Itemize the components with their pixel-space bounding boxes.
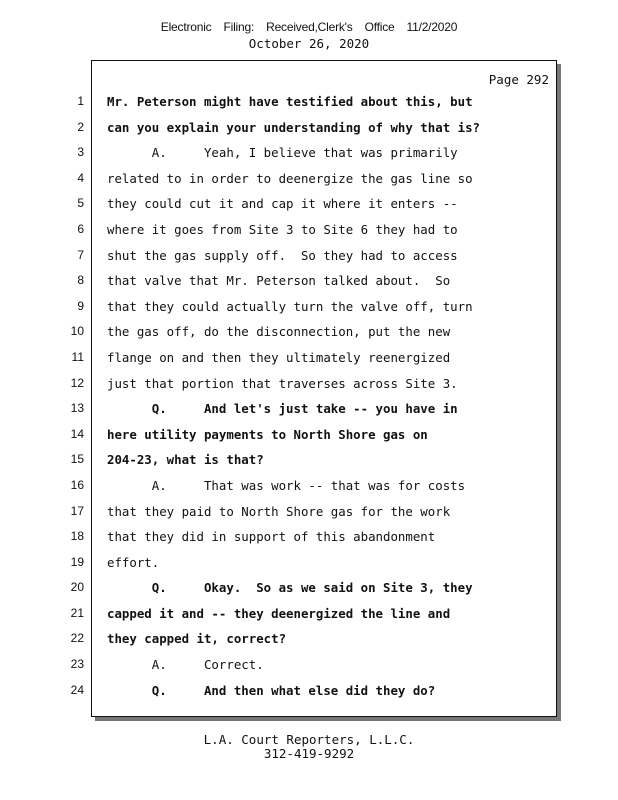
line-number: 17 (70, 503, 84, 518)
line-number: 13 (70, 401, 84, 416)
transcript-line: Q. And then what else did they do? (107, 682, 436, 698)
filing-word-3: Received,Clerk's (266, 20, 353, 34)
line-number: 3 (77, 145, 84, 160)
line-number: 19 (70, 554, 84, 569)
line-number: 4 (77, 170, 84, 185)
transcript-page (91, 60, 557, 717)
line-number: 10 (70, 324, 84, 339)
transcript-line: A. Yeah, I believe that was primarily (107, 145, 458, 161)
transcript-line: A. That was work -- that was for costs (107, 477, 466, 493)
page-number: Page 292 (488, 72, 549, 87)
line-number: 6 (77, 221, 84, 236)
line-number: 23 (70, 657, 84, 672)
line-number: 2 (77, 119, 84, 134)
filing-word-4: Office (364, 20, 395, 34)
transcript-date: October 26, 2020 (248, 36, 370, 51)
line-number: 20 (70, 580, 84, 595)
transcript-line: Q. And let's just take -- you have in (107, 401, 458, 417)
filing-word-5: 11/2/2020 (406, 20, 458, 34)
transcript-line: capped it and -- they deenergized the line and (107, 605, 451, 621)
line-number: 22 (70, 631, 84, 646)
line-number: 8 (77, 273, 84, 288)
line-number: 16 (70, 477, 84, 492)
line-number: 11 (71, 349, 84, 364)
transcript-line: that they did in support of this abandonment (107, 529, 436, 545)
footer (0, 733, 618, 761)
line-numbers (60, 89, 84, 703)
transcript-line: shut the gas supply off. So they had to access (107, 247, 458, 263)
line-number: 1 (77, 94, 84, 108)
transcript-line: they capped it, correct? (107, 631, 287, 647)
transcript-line: A. Correct. (107, 657, 264, 673)
transcript-line: that they could actually turn the valve off, turn (107, 298, 473, 314)
transcript-line: here utility payments to North Shore gas on (107, 426, 428, 442)
transcript-line: flange on and then they ultimately reenergized (107, 349, 451, 365)
transcript-line: where it goes from Site 3 to Site 6 they had to (107, 221, 458, 237)
filing-stamp (0, 20, 618, 34)
reporter-company: L.A. Court Reporters, L.L.C. (203, 732, 415, 747)
transcript-line: effort. (107, 554, 160, 570)
transcript-line: related to in order to deenergize the gas line so (107, 170, 473, 186)
transcript-line: can you explain your understanding of why that is? (107, 119, 480, 135)
transcript-line: they could cut it and cap it where it enters -- (107, 196, 458, 212)
transcript-line: that valve that Mr. Peterson talked about. So (107, 273, 451, 289)
line-number: 14 (70, 426, 84, 441)
reporter-phone: 312-419-9292 (263, 746, 355, 761)
transcript-line: that they paid to North Shore gas for the work (107, 503, 451, 519)
line-number: 15 (70, 452, 84, 467)
transcript-line: 204-23, what is that? (107, 452, 264, 468)
transcript-line: just that portion that traverses across Site 3. (107, 375, 458, 391)
transcript-lines (107, 89, 480, 703)
line-number: 9 (77, 298, 84, 313)
line-number: 7 (77, 247, 84, 262)
transcript-line: Q. Okay. So as we said on Site 3, they (107, 580, 473, 596)
filing-word-2: Filing: (223, 20, 255, 34)
line-number: 24 (70, 682, 84, 697)
transcript-line: Mr. Peterson might have testified about this, but (107, 94, 473, 109)
transcript-line: the gas off, do the disconnection, put the new (107, 324, 451, 340)
line-number: 12 (70, 375, 84, 390)
line-number: 18 (70, 529, 84, 544)
line-number: 21 (70, 605, 84, 620)
line-number: 5 (77, 196, 84, 211)
filing-word-1: Electronic (160, 20, 212, 34)
